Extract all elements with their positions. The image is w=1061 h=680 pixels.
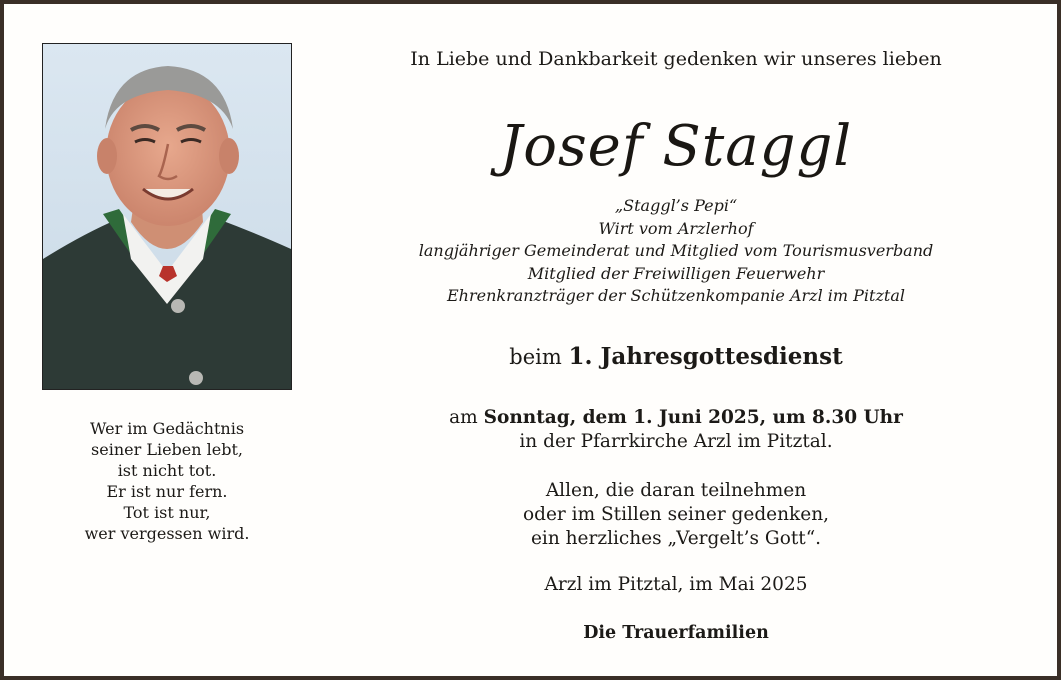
portrait-photo [42,43,292,390]
detail-line: Mitglied der Freiwilligen Feuerwehr [527,263,825,283]
service-location: in der Pfarrkirche Arzl im Pitztal. [519,431,833,452]
service-title: 1. Jahresgottesdienst [568,343,843,370]
place-date: Arzl im Pitztal, im Mai 2025 [544,574,808,595]
quote-line: Wer im Gedächtnis [89,419,245,438]
quote-line: ist nicht tot. [117,461,217,480]
thanks-line: oder im Stillen seiner gedenken, [523,504,829,525]
thanks-line: ein herzliches „Vergelt’s Gott“. [530,528,822,549]
thanks-block [376,479,976,551]
quote-line: Er ist nur fern. [106,482,228,501]
memorial-quote [42,418,292,544]
quote-line: seiner Lieben lebt, [91,440,243,459]
service-date-block [376,406,976,454]
detail-line: Ehrenkranzträger der Schützenkompanie Arzl im Pitztal [447,286,905,305]
deceased-name: Josef Staggl [499,114,853,179]
quote-line: Tot ist nur, [123,503,211,522]
service-date: Sonntag, dem 1. Juni 2025, um 8.30 Uhr [483,407,903,428]
detail-line: Wirt vom Arzlerhof [598,218,754,238]
service-heading [376,343,976,370]
detail-line: „Staggl’s Pepi“ [614,196,738,215]
biography-details [376,195,976,308]
signature-family: Die Trauerfamilien [583,623,769,643]
date-prefix: am [449,407,478,428]
thanks-line: Allen, die daran teilnehmen [545,480,807,501]
detail-line: langjähriger Gemeinderat und Mitglied vom Tourismusverband [418,241,934,260]
service-prefix: beim [509,345,562,369]
quote-line: wer vergessen wird. [84,524,250,543]
intro-text: In Liebe und Dankbarkeit gedenken wir unseres lieben [410,48,942,70]
